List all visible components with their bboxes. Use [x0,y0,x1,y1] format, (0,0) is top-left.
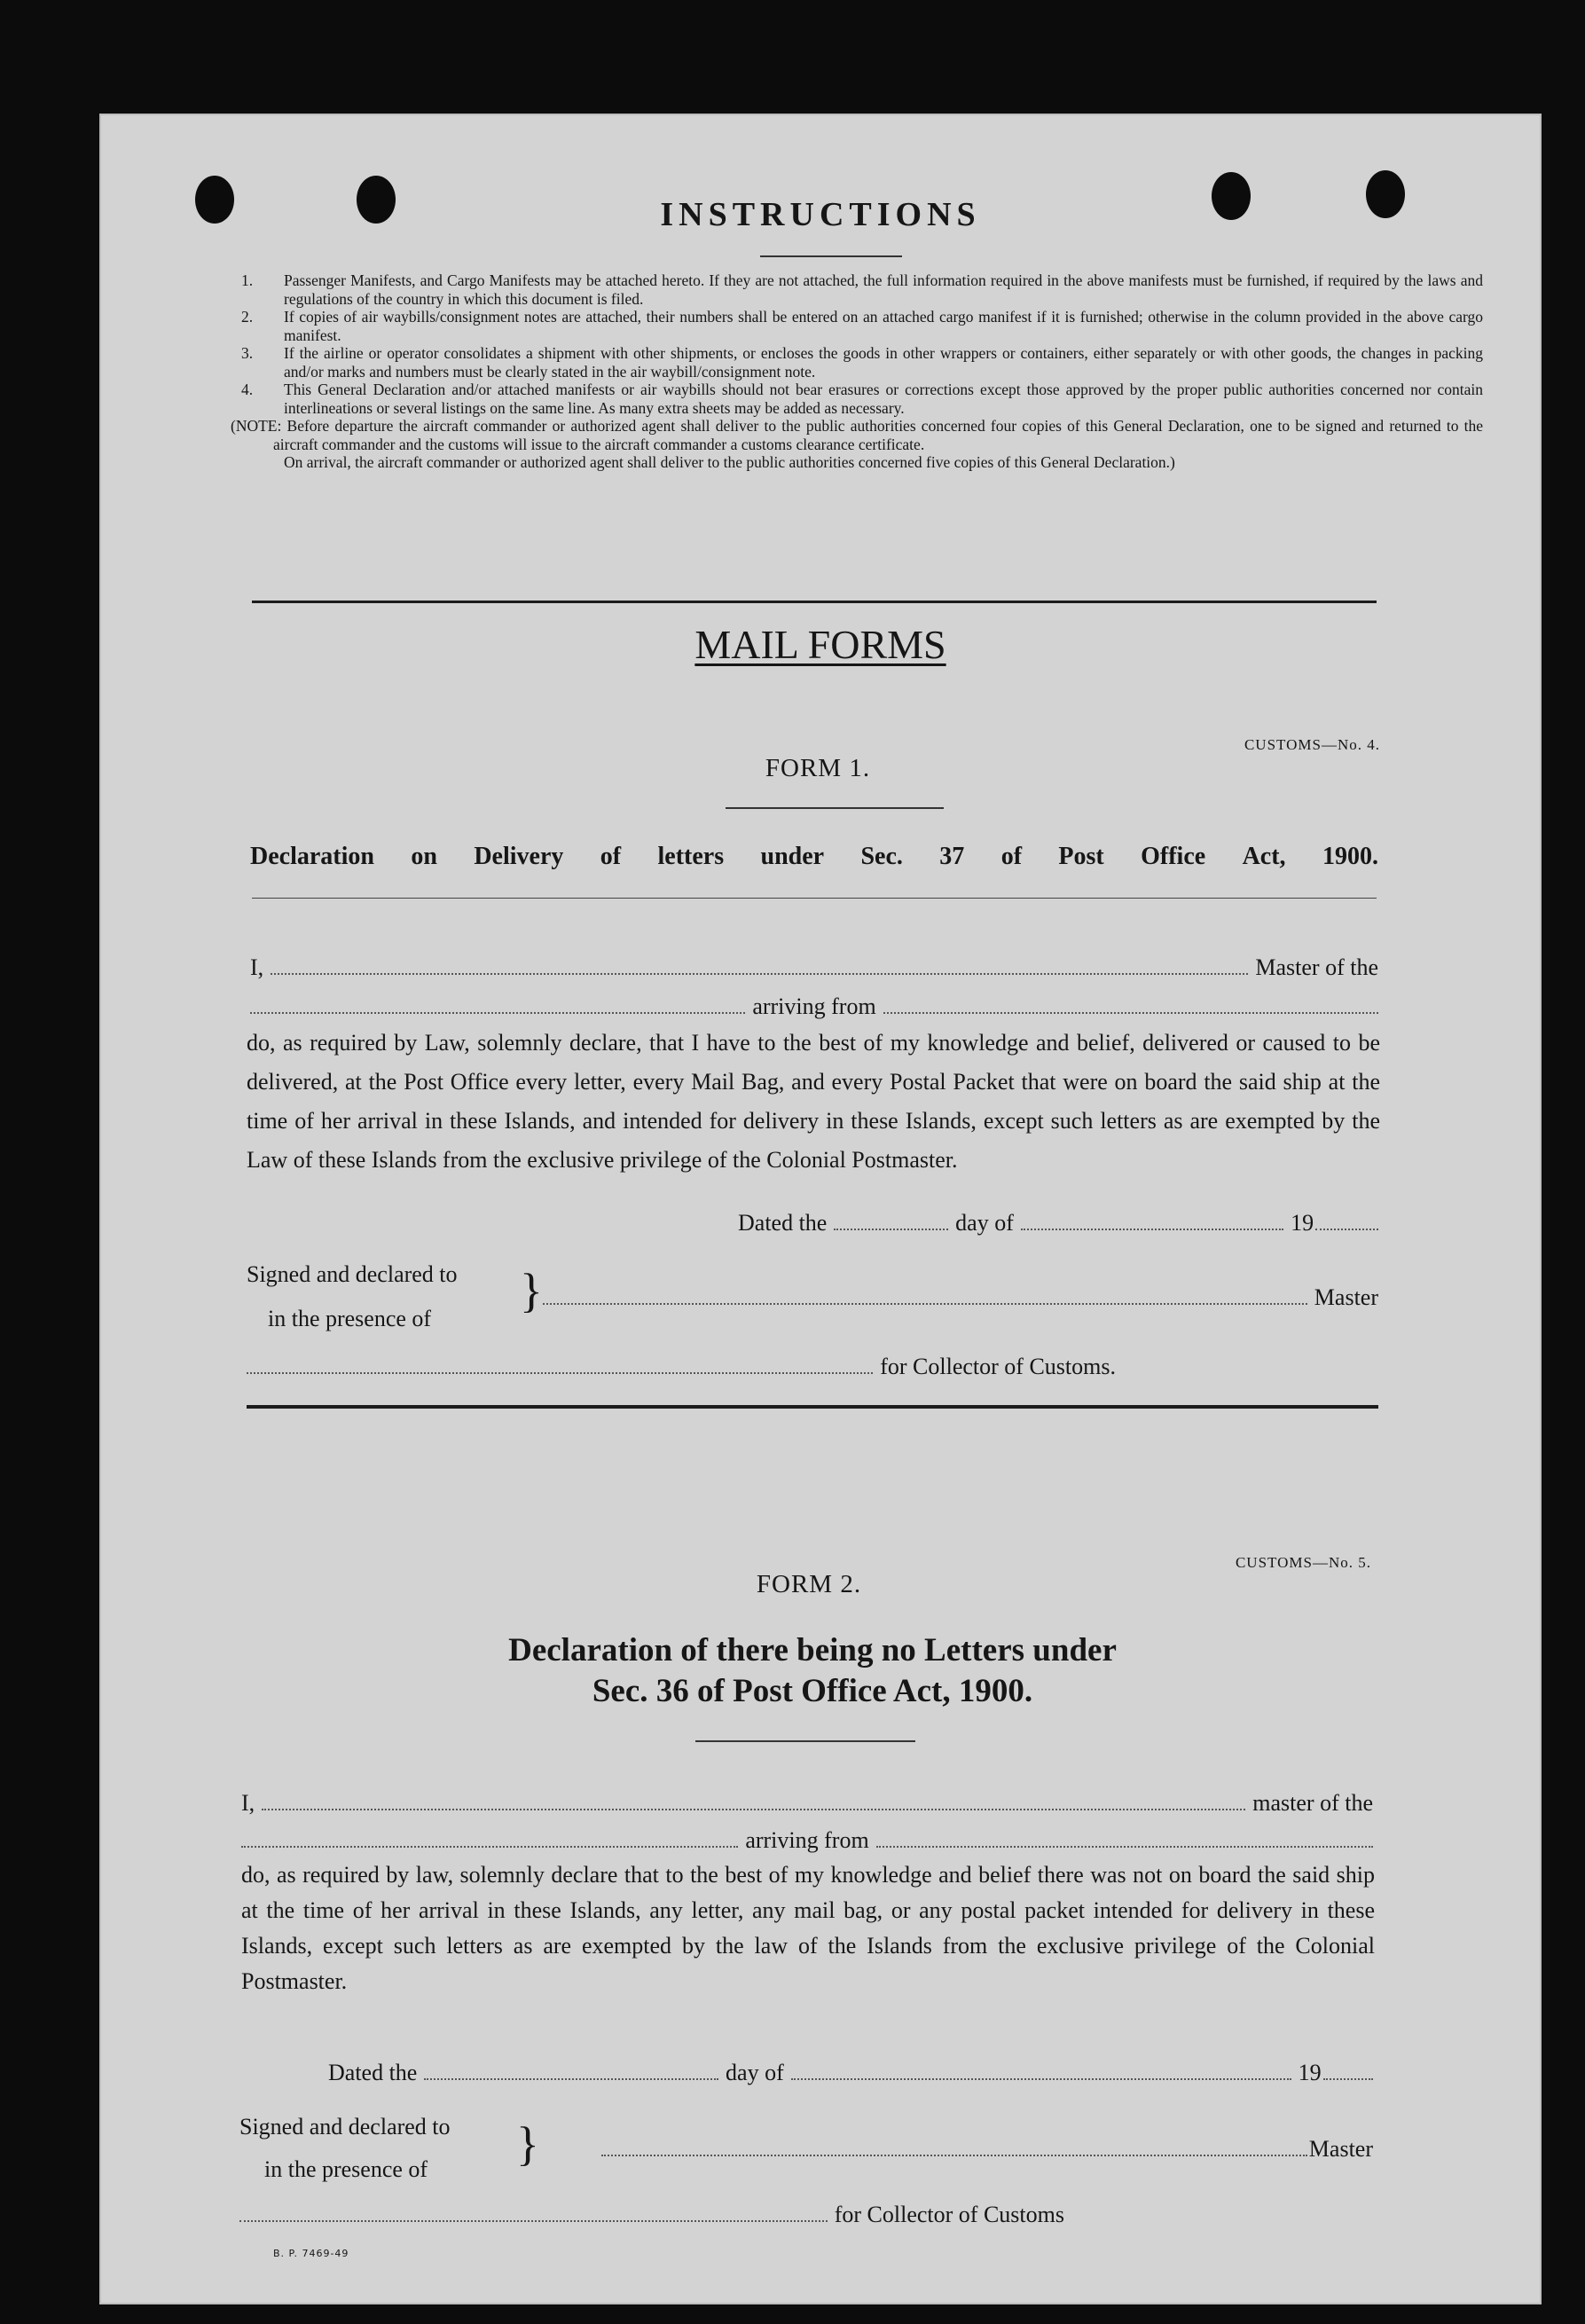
form2-body-text: do, as required by law, solemnly declare that to the best of my knowledge and belief there was not on board the said ship at the time of her arrival in these Islands, any letter, any mail bag, or any postal packet intended for delivery in these Islands, except such letters as are exempted by the law of the Islands from the exclusive privilege of the Colonial Postmaster. [241,1862,1375,1994]
form2-brace: } [516,2117,539,2171]
declaration-word: Delivery [474,843,564,870]
instruction-item [241,344,1483,381]
declaration-word: of [600,843,622,870]
form1-brace: } [520,1264,543,1317]
form1-arriving-from-label: arriving from [752,993,876,1019]
instruction-note-arrival: On arrival, the aircraft commander or authorized agent shall deliver to the public authorities concerned five copies of this General Declaration.) [284,453,1175,471]
form2-ship-field[interactable] [241,1832,738,1848]
form2-presence-label: in the presence of [264,2156,428,2182]
form1-signed-label: Signed and declared to [247,1261,458,1287]
form1-day-of-label: day of [955,1210,1014,1236]
form1-master-of-label: Master of the [1255,954,1378,980]
form2-title-rule [695,1740,915,1742]
form2-origin-field[interactable] [876,1832,1373,1848]
form2-signed-label: Signed and declared to [239,2114,451,2139]
form1-ship-field[interactable] [250,998,745,1014]
form1-dated-label: Dated the [738,1210,828,1236]
form1-master-label: Master [1314,1284,1378,1310]
form2-master-signature-line [601,2136,1373,2163]
instructions-title-rule [760,255,902,257]
instruction-number: 1. [241,271,254,289]
form1-i-label: I, [250,954,264,980]
instruction-item [241,381,1483,417]
form2-year-field[interactable] [1323,2064,1373,2080]
declaration-word: 37 [939,843,965,870]
form1-body-text: do, as required by Law, solemnly declare, that I have to the best of my knowledge and belief, delivered or caused to be delivered, at the Post Office every letter, every Mail Bag, and every Postal Packet that were on board the said ship at the time of her arrival in these Islands, and intended for delivery in these Islands, except such letters as are exempted by the Law of these Islands from the exclusive privilege of the Colonial Postmaster. [247,1030,1380,1173]
document-page [99,114,1542,2304]
form2-arriving-line [241,1827,1373,1854]
instruction-number: 2. [241,308,254,326]
instruction-text: If the airline or operator consolidates a shipment with other shipments, or encloses the goods in other wrappers or containers, either separately or with other goods, the changes in packing and/or marks and numbers must be clearly stated in the air waybill/consignment note. [284,344,1483,381]
form1-master-signature-line [543,1284,1378,1311]
form2-declaration-title [247,1630,1378,1712]
form1-name-field[interactable] [271,959,1248,975]
form1-label-rule [726,807,944,809]
declaration-word: under [760,843,825,870]
form1-label: FORM 1. [765,754,871,782]
instruction-item [241,308,1483,344]
instruction-text: If copies of air waybills/consignment notes are attached, their numbers shall be entered on an attached cargo manifest if it is furnished; otherwise in the column provided in the above cargo manifest. [284,308,1483,344]
form2-dated-line [328,2060,1373,2086]
form2-arriving-from-label: arriving from [745,1827,869,1853]
print-code: B. P. 7469-49 [273,2248,349,2259]
form2-year-label: 19 [1298,2060,1322,2085]
form1-collector-signature-field[interactable] [247,1358,873,1374]
form2-day-of-label: day of [726,2060,784,2085]
form2-day-field[interactable] [424,2064,718,2080]
form2-collector-signature-field[interactable] [239,2206,828,2222]
form1-day-field[interactable] [834,1214,948,1230]
declaration-word: Post [1058,843,1104,870]
form-divider [247,1405,1378,1409]
form2-month-field[interactable] [791,2064,1291,2080]
form1-dated-line [738,1210,1378,1237]
declaration-word: Act, [1242,843,1286,870]
section-divider [252,601,1377,603]
form1-customs-number: CUSTOMS—No. 4. [1244,736,1380,753]
declaration-word: Declaration [250,843,374,870]
declaration-word: Sec. [860,843,903,870]
form2-name-field[interactable] [262,1794,1245,1810]
form1-collector-line [247,1354,1116,1380]
form2-label: FORM 2. [756,1570,862,1598]
declaration-word: Office [1141,843,1206,870]
form2-i-label: I, [241,1790,255,1816]
instruction-item [241,271,1483,308]
instructions-title: INSTRUCTIONS [660,196,981,233]
form2-master-of-label: master of the [1252,1790,1373,1816]
instruction-note-departure: (NOTE: Before departure the aircraft commander or authorized agent shall deliver to the public authorities concerned four copies of this General Declaration, one to be signed and returned to the aircraft commander and the customs will issue to the aircraft commander a customs clearance certificate. [231,417,1483,453]
declaration-word: letters [657,843,725,870]
form1-signed-block [247,1252,458,1341]
form1-month-field[interactable] [1021,1214,1283,1230]
mail-forms-title [99,621,1542,668]
form2-master-label: Master [1308,2136,1373,2162]
instruction-number: 4. [241,381,254,398]
form1-presence-label: in the presence of [268,1306,432,1331]
mail-forms-title-text: MAIL FORMS [694,622,946,667]
form2-master-line [241,1790,1373,1817]
form1-origin-field[interactable] [883,998,1378,1014]
form1-collector-label: for Collector of Customs. [880,1354,1116,1379]
form2-collector-line [239,2202,1064,2228]
form1-year-label: 19 [1291,1210,1314,1236]
form2-dated-label: Dated the [328,2060,418,2085]
form2-declaration-line1: Declaration of there being no Letters under [508,1632,1117,1668]
instructions-list [231,271,1483,472]
form1-arriving-line [250,993,1378,1020]
form1-year-field[interactable] [1315,1214,1378,1230]
form1-declaration-rule [252,898,1377,899]
form2-customs-number: CUSTOMS—No. 5. [1235,1554,1371,1571]
instruction-text: Passenger Manifests, and Cargo Manifests may be attached hereto. If they are not attached, the full information required in the above manifests must be furnished, if required by the laws and regulations of the country in which this document is filed. [284,271,1483,308]
instruction-number: 3. [241,344,254,362]
form1-declaration-title [250,843,1378,871]
form2-signed-block [239,2106,451,2191]
instruction-text: This General Declaration and/or attached manifests or air waybills should not bear erasures or corrections except those approved by the proper public authorities concerned nor contain interlineations or several listings on the same line. As many extra sheets may be added as necessary. [284,381,1483,417]
form2-master-signature-field[interactable] [601,2140,1307,2156]
declaration-word: of [1000,843,1023,870]
form2-collector-label: for Collector of Customs [834,2202,1064,2227]
declaration-word: 1900. [1322,843,1378,870]
form1-master-signature-field[interactable] [543,1289,1307,1305]
form2-declaration-line2: Sec. 36 of Post Office Act, 1900. [592,1673,1033,1709]
declaration-word: on [411,843,437,870]
form1-master-line [250,954,1378,981]
